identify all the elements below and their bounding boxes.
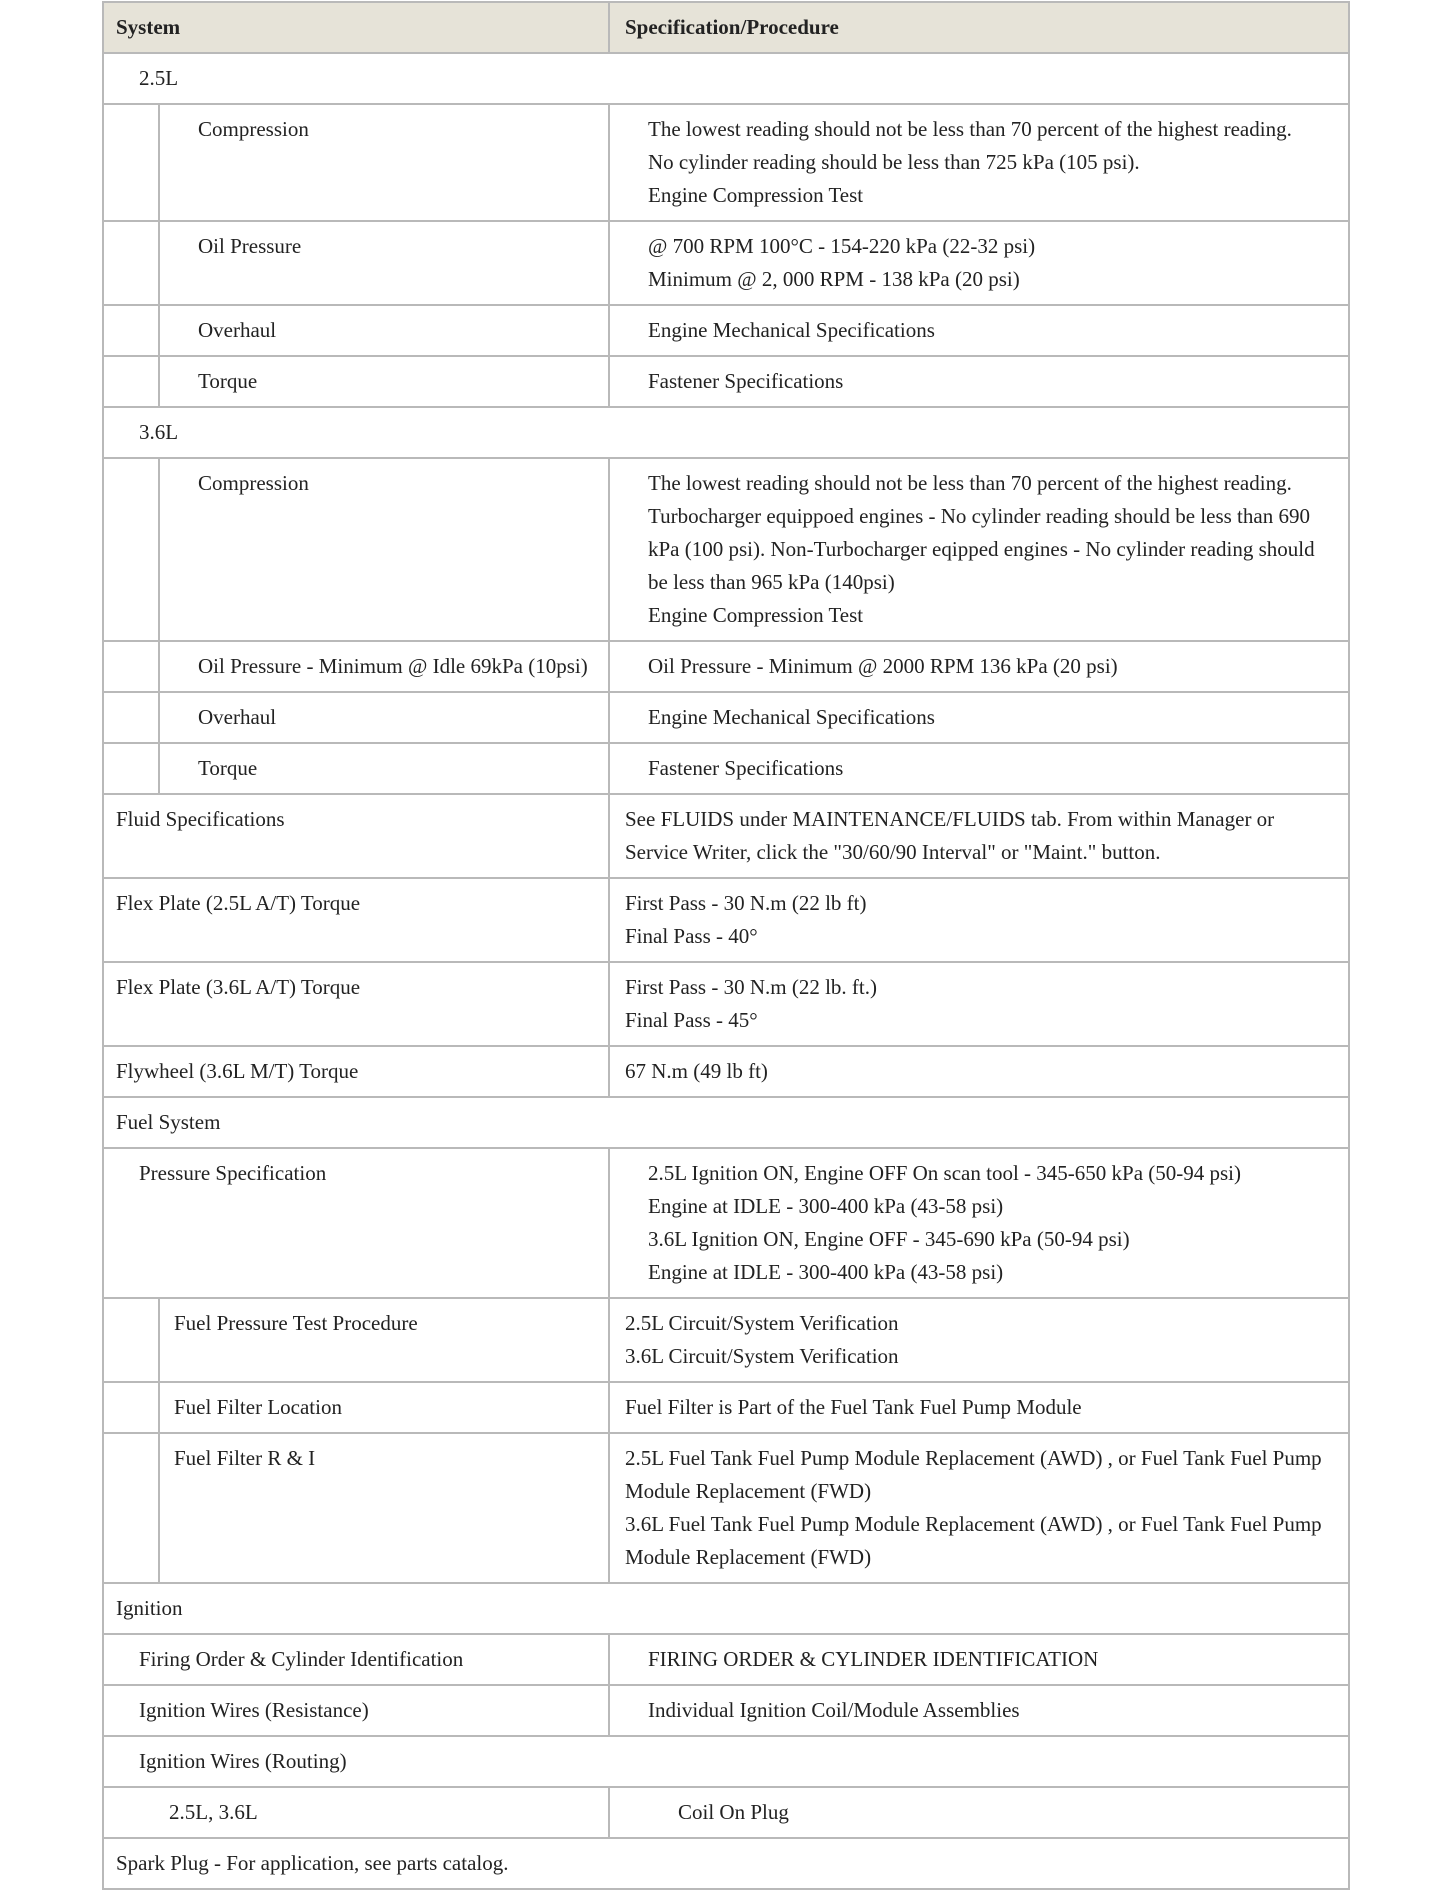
row-label: Compression [198, 117, 309, 141]
row-value: Fuel Filter is Part of the Fuel Tank Fuel Pump Module [625, 1395, 1082, 1419]
table-row [102, 879, 1350, 963]
row-value: First Pass - 30 N.m (22 lb. ft.) Final Pass - 45° [625, 975, 877, 1032]
header-spec: Specification/Procedure [625, 15, 839, 39]
table-row [102, 357, 1350, 408]
spec-table [102, 1, 1350, 1890]
row-label: Pressure Specification [104, 1149, 610, 1297]
table-row [102, 642, 1350, 693]
row-value: FIRING ORDER & CYLINDER IDENTIFICATION [648, 1647, 1099, 1671]
table-row [102, 1149, 1350, 1299]
table-row [102, 963, 1350, 1047]
table-row [102, 1737, 1350, 1788]
row-label: Torque [198, 369, 258, 393]
section-2-5l [102, 54, 1350, 105]
table-row [102, 1434, 1350, 1584]
row-value: Fastener Specifications [648, 369, 844, 393]
table-row [102, 222, 1350, 306]
row-value: 67 N.m (49 lb ft) [625, 1059, 768, 1083]
row-value: The lowest reading should not be less than 70 percent of the highest reading. No cylinder reading should be less than 725 kPa (105 psi). Engine Compression Test [648, 117, 1292, 207]
table-row [102, 1839, 1350, 1890]
row-label: Torque [198, 756, 258, 780]
row-value: 2.5L Circuit/System Verification 3.6L Circuit/System Verification [625, 1311, 899, 1368]
section-3-6l [102, 408, 1350, 459]
row-label: Flex Plate (2.5L A/T) Torque [104, 879, 610, 961]
section-title: 3.6L [139, 420, 179, 444]
table-row [102, 795, 1350, 879]
row-value: 2.5L Ignition ON, Engine OFF On scan tool - 345-650 kPa (50-94 psi) Engine at IDLE - 300-400 kPa (43-58 psi) 3.6L Ignition ON, Engine OFF - 345-690 kPa (50-94 psi) Engine at IDLE - 300-400 kPa (43-58 psi) [648, 1161, 1242, 1284]
section-title: 2.5L [139, 66, 179, 90]
header-system: System [104, 3, 610, 52]
section-ignition [102, 1584, 1350, 1635]
section-title: Fuel System [116, 1110, 221, 1134]
row-label: 2.5L, 3.6L [104, 1788, 610, 1837]
row-value: Individual Ignition Coil/Module Assemblies [648, 1698, 1020, 1722]
row-value: Engine Mechanical Specifications [648, 318, 935, 342]
table-row [102, 1299, 1350, 1383]
row-label: Flywheel (3.6L M/T) Torque [104, 1047, 610, 1096]
row-value: Coil On Plug [678, 1800, 789, 1824]
row-label: Overhaul [198, 705, 277, 729]
row-label: Oil Pressure [198, 234, 302, 258]
table-row [102, 693, 1350, 744]
table-row [102, 1686, 1350, 1737]
row-label: Overhaul [198, 318, 277, 342]
table-row [102, 1635, 1350, 1686]
row-value: Engine Mechanical Specifications [648, 705, 935, 729]
row-value: Fastener Specifications [648, 756, 844, 780]
row-label: Fuel Pressure Test Procedure [174, 1311, 418, 1335]
row-label: Fuel Filter R & I [174, 1446, 316, 1470]
table-row [102, 105, 1350, 222]
row-value: First Pass - 30 N.m (22 lb ft) Final Pass - 40° [625, 891, 867, 948]
row-value: The lowest reading should not be less than 70 percent of the highest reading. Turbocharger equippoed engines - No cylinder reading should be less than 690 kPa (100 psi). Non-Turbocharger eqipped engines - No cylinder reading should be less than 965 kPa (140psi) Engine Compression Test [648, 471, 1315, 627]
row-label: Firing Order & Cylinder Identification [104, 1635, 610, 1684]
row-label: Ignition Wires (Resistance) [104, 1686, 610, 1735]
table-row [102, 1788, 1350, 1839]
section-fuel-system [102, 1098, 1350, 1149]
table-row [102, 306, 1350, 357]
section-title: Ignition [116, 1596, 183, 1620]
row-label: Oil Pressure - Minimum @ Idle 69kPa (10psi) [198, 654, 588, 678]
row-value: @ 700 RPM 100°C - 154-220 kPa (22-32 psi) Minimum @ 2, 000 RPM - 138 kPa (20 psi) [648, 234, 1036, 291]
row-label: Ignition Wires (Routing) [139, 1749, 347, 1773]
table-header [102, 1, 1350, 54]
row-label: Flex Plate (3.6L A/T) Torque [104, 963, 610, 1045]
table-row [102, 744, 1350, 795]
row-value: 2.5L Fuel Tank Fuel Pump Module Replacement (AWD) , or Fuel Tank Fuel Pump Module Replacement (FWD) 3.6L Fuel Tank Fuel Pump Module Replacement (AWD) , or Fuel Tank Fuel Pump Module Replacement (FWD) [625, 1446, 1322, 1569]
table-row [102, 459, 1350, 642]
table-row [102, 1383, 1350, 1434]
row-value: Oil Pressure - Minimum @ 2000 RPM 136 kPa (20 psi) [648, 654, 1118, 678]
row-label: Spark Plug - For application, see parts catalog. [116, 1851, 509, 1875]
row-value: See FLUIDS under MAINTENANCE/FLUIDS tab. From within Manager or Service Writer, click the "30/60/90 Interval" or "Maint." button. [625, 807, 1275, 864]
row-label: Fuel Filter Location [174, 1395, 342, 1419]
table-row [102, 1047, 1350, 1098]
row-label: Compression [198, 471, 309, 495]
row-label: Fluid Specifications [104, 795, 610, 877]
